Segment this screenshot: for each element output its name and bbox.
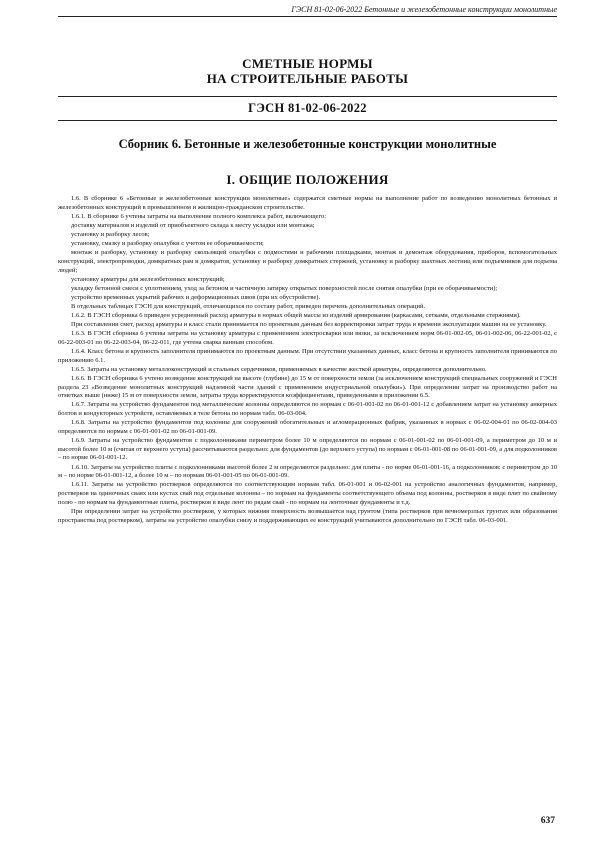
paragraph: установку арматуры для железобетонных конструкций; [71,275,225,283]
paragraph: 1.6.4. Класс бетона и крупность заполнителя принимаются по проектным данным. При отсутствии указанных данных, класс бетона и крупность заполнителя принимаются по приложению 6.1. [58,348,557,364]
paragraph: 1.6.10. Затраты на устройство плиты с подколонниками высотой более 2 м определяются раздельно: для плиты - по норме 06-01-001-16, а подколонников: с периметром до 10 м – по норме 06-01-001-12, а более 10 м – по нормам 06-01-001-05 по 06-01-001-09. [58,463,557,480]
document-title [58,56,557,86]
paragraph: 1.6.2. В ГЭСН сборника 6 приведен усредненный расход арматуры в нормах общей массы из изделий армирования (каркасами, сетками, отдельными стержнями). [71,312,521,320]
paragraph: доставку материалов и изделий от приобъектного склада к месту укладки или монтажа; [71,221,315,229]
paragraph: При определении затрат на устройство ростверков, у которых нижняя поверхность возвышается над грунтом (типа ростверков при вечномерзлых грунтах или образования пространства под ростверком), затраты на устройство опалубки снизу и поддерживающих ее конструкций учитываются дополнительно по ГЭСН табл. 06-03-001. [58,507,557,524]
paragraph: 1.6. В сборнике 6 «Бетонные и железобетонные конструкции монолитные» содержатся сметные нормы на выполнение работ по возведению монолитных бетонных и железобетонных конструкций в промышленном и жилищно-гражданском строительстве. [58,195,557,211]
paragraph: 1.6.3. В ГЭСН сборника 6 учтены затраты на установку арматуры с применением электросварки или вязки, за исключением норм 06-01-002-05, 06-01-002-06, 06-22-001-02, с 06-22-003-01 по 06-22-003-04, 06-22-011, где учтена сварка ванным способом. [58,330,557,346]
paragraph: 1.6.1. В сборнике 6 учтены затраты на выполнение полного комплекса работ, включающего: [71,212,327,220]
body-text [58,195,557,526]
paragraph: 1.6.6. В ГЭСН сборника 6 учтено возведение конструкций на высоте (глубине) до 15 м от поверхности земли (за исключением конструкций специальных сооружений и ГЭСН раздела 23 «Возведение монолитных конструкций надземной части зданий с применением индустриальной опалубки»). При определении затрат на производство работ на отметках выше (ниже) 15 м от поверхности земли, затраты труда корректируются коэффициентами, приведенными в приложении 6.5. [58,374,557,400]
paragraph: 1.6.8. Затраты на устройство фундаментов под колонны для сооружений обогатительных и агломерационных фабрик, указанных в нормах с 06-02-004-01 по 06-02-004-03 определяются по нормам с 06-01-001-02 по 06-01-001-09. [58,419,557,435]
paragraph: установку и разборку лесов; [71,230,150,238]
paragraph: монтаж и разборку, установку и разборку скользящей опалубки с подмостями и рабочими площадками, монтаж и демонтаж оборудования, приборов, вспомогательных конструкций, электропроводки, домкратных рам и домкратов, установку и разборку домкратных стержней, установку и разборку шахтных лестниц или подъемников для подъема людей; [58,249,557,274]
paragraph: установку, смазку и разборку опалубки с учетом ее оборачиваемости; [71,240,264,248]
paragraph: При составлении смет, расход арматуры и класс стали принимается по проектным данным без корректировки затрат труда и времени эксплуатации машин на ее установку. [71,321,547,329]
paragraph: укладку бетонной смеси с уплотнением, уход за бетоном и частичную затирку открытых поверхностей после снятия опалубки (при ее оборачиваемости); [71,284,498,292]
document-code: ГЭСН 81-02-06-2022 [248,101,367,115]
paragraph: 1.6.9. Затраты на устройство фундаментов с подколонниками периметром более 10 м определяются по нормам с 06-01-001-02 по 06-01-001-09, а периметром до 10 м и высотой более 10 м (считая от верхнего уступа) рассчитываются раздельно: для фундаментов (до верхнего уступа) по нормам с 06-01-001-08 по 06-01-001-09, а для подколонников – по норме 06-01-001-12. [58,437,557,462]
section-heading: I. ОБЩИЕ ПОЛОЖЕНИЯ [226,172,389,187]
paragraph: 1.6.11. Затраты на устройство ростверков определяются по соответствующим нормам табл. 06-01-001 и 06-02-001 на устройство аналогичных фундаментов, например, ростверков на одиночных сваях или кустах свай под отдельные колонны – по нормам на фундаменты соответствующего объема под колонны, ростверков в виде плит по свайному полю - по нормам на фундаментные плиты, ростверков в виде лент по рядам свай - по нормам на ленточные фундаменты и т.д. [58,481,557,506]
divider-bottom [58,120,557,121]
collection-title: Сборник 6. Бетонные и железобетонные конструкции монолитные [118,137,497,151]
paragraph: устройство временных укрытий рабочих и деформационных швов (при их обустройстве). [71,293,321,301]
paragraph: 1.6.5. Затраты на установку металлоконструкций и стальных сердечников, применяемых в качестве жесткой арматуры, определяются дополнительно. [71,365,487,373]
paragraph: 1.6.7. Затраты на устройство фундаментов под металлические колонны определяются по нормам с 06-01-001-02 по 06-01-001-12 с добавлением затрат на установку анкерных болтов и кондукторных устройств, оставляемых в теле бетона по нормам табл. 06-03-004. [58,401,557,418]
paragraph: В отдельных таблицах ГЭСН для конструкций, отличающихся по составу работ, приведен перечень дополнительных операций. [71,302,426,310]
divider-top [58,96,557,97]
running-header: ГЭСН 81-02-06-2022 Бетонные и железобетонные конструкции монолитные [58,5,557,17]
title-line-2: НА СТРОИТЕЛЬНЫЕ РАБОТЫ [206,71,409,86]
page-number: 637 [540,816,555,826]
title-line-1: СМЕТНЫЕ НОРМЫ [242,56,373,71]
